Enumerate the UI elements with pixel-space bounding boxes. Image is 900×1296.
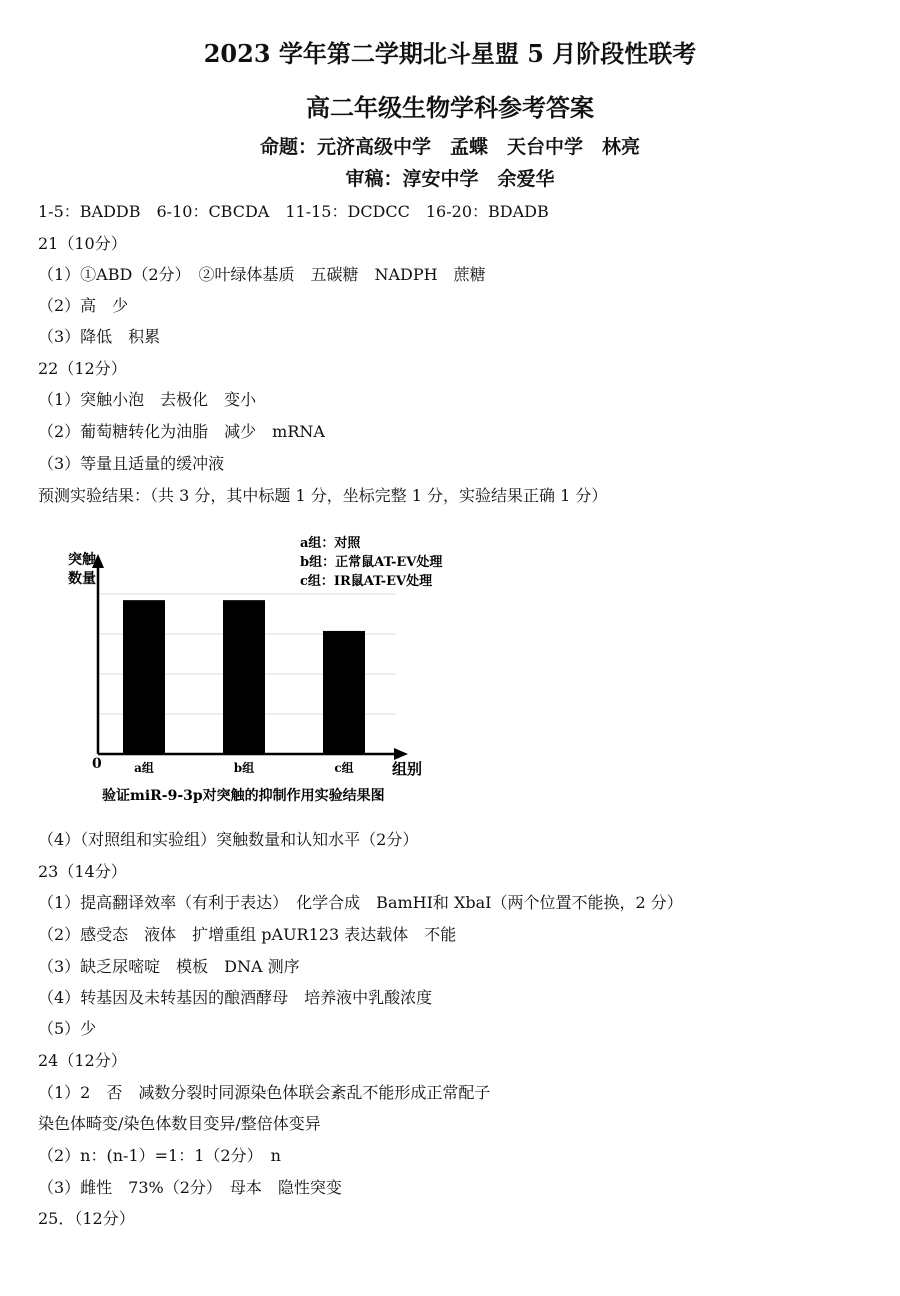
q21-part2: （2）高 少 xyxy=(38,296,129,315)
q23-part4: （4）转基因及未转基因的酿酒酵母 培养液中乳酸浓度 xyxy=(38,988,433,1007)
legend-item-a: a组：对照 xyxy=(300,536,361,551)
y-axis-label-line1: 突触 xyxy=(68,552,96,568)
authors-line: 命题：元济高级中学 孟蝶 天台中学 林亮 xyxy=(259,136,640,158)
chart-title: 验证miR-9-3p对突触的抑制作用实验结果图 xyxy=(102,788,385,804)
bar-a xyxy=(123,600,165,754)
document-title: 2023 学年第二学期北斗星盟 5 月阶段性联考 xyxy=(203,39,697,68)
q22-part4: （4）（对照组和实验组）突触数量和认知水平（2分） xyxy=(38,830,419,849)
x-axis-arrow xyxy=(394,748,408,760)
q23-part2: （2）感受态 液体 扩增重组 pAUR123 表达载体 不能 xyxy=(38,925,457,944)
category-label-b: b组 xyxy=(233,761,255,775)
category-label-a: a组 xyxy=(134,761,154,775)
q22-part2: （2）葡萄糖转化为油脂 减少 mRNA xyxy=(38,422,325,441)
bar-c xyxy=(323,631,365,754)
document-subtitle: 高二年级生物学科参考答案 xyxy=(306,93,594,122)
q24-part3: （3）雌性 73%（2分） 母本 隐性突变 xyxy=(38,1178,342,1197)
q24-part2: （2）n：(n-1）=1：1（2分） n xyxy=(38,1146,281,1165)
x-axis-label: 组别 xyxy=(392,760,423,778)
q21-part1: （1）①ABD（2分） ②叶绿体基质 五碳糖 NADPH 蔗糖 xyxy=(38,265,486,284)
q23-part5: （5）少 xyxy=(38,1019,97,1038)
q23-part1: （1）提高翻译效率（有利于表达） 化学合成 BamHI和 XbaI（两个位置不能换，2 分） xyxy=(38,893,683,912)
question-23-heading: 23（14分） xyxy=(38,862,127,881)
q24-part1-continued: 染色体畸变/染色体数目变异/整倍体变异 xyxy=(38,1114,321,1133)
question-25-heading: 25．（12分） xyxy=(38,1209,135,1228)
q21-part3: （3）降低 积累 xyxy=(38,327,161,346)
q24-part1: （1）2 否 减数分裂时同源染色体联会紊乱不能形成正常配子 xyxy=(38,1083,491,1102)
expected-results-note: 预测实验结果：（共 3 分，其中标题 1 分，坐标完整 1 分，实验结果正确 1 分） xyxy=(38,486,608,505)
q23-part3: （3）缺乏尿嘧啶 模板 DNA 测序 xyxy=(38,957,300,976)
category-label-c: c组 xyxy=(334,761,354,775)
legend-item-b: b组：正常鼠AT-EV处理 xyxy=(300,555,443,570)
reviewer-line: 审稿：淳安中学 余爱华 xyxy=(345,168,555,190)
legend-item-c: c组：IR鼠AT-EV处理 xyxy=(300,574,433,589)
answer-line-mc: 1-5：BADDB 6-10：CBCDA 11-15：DCDCC 16-20：BDADB xyxy=(38,202,549,221)
question-22-heading: 22（12分） xyxy=(38,359,127,378)
question-24-heading: 24（12分） xyxy=(38,1051,127,1070)
question-21-heading: 21（10分） xyxy=(38,234,127,253)
bar-chart xyxy=(56,524,476,814)
q22-part3: （3）等量且适量的缓冲液 xyxy=(38,454,225,473)
q22-part1: （1）突触小泡 去极化 变小 xyxy=(38,390,257,409)
bar-b xyxy=(223,600,265,754)
origin-label: 0 xyxy=(92,756,102,772)
y-axis-label-line2: 数量 xyxy=(68,571,96,587)
